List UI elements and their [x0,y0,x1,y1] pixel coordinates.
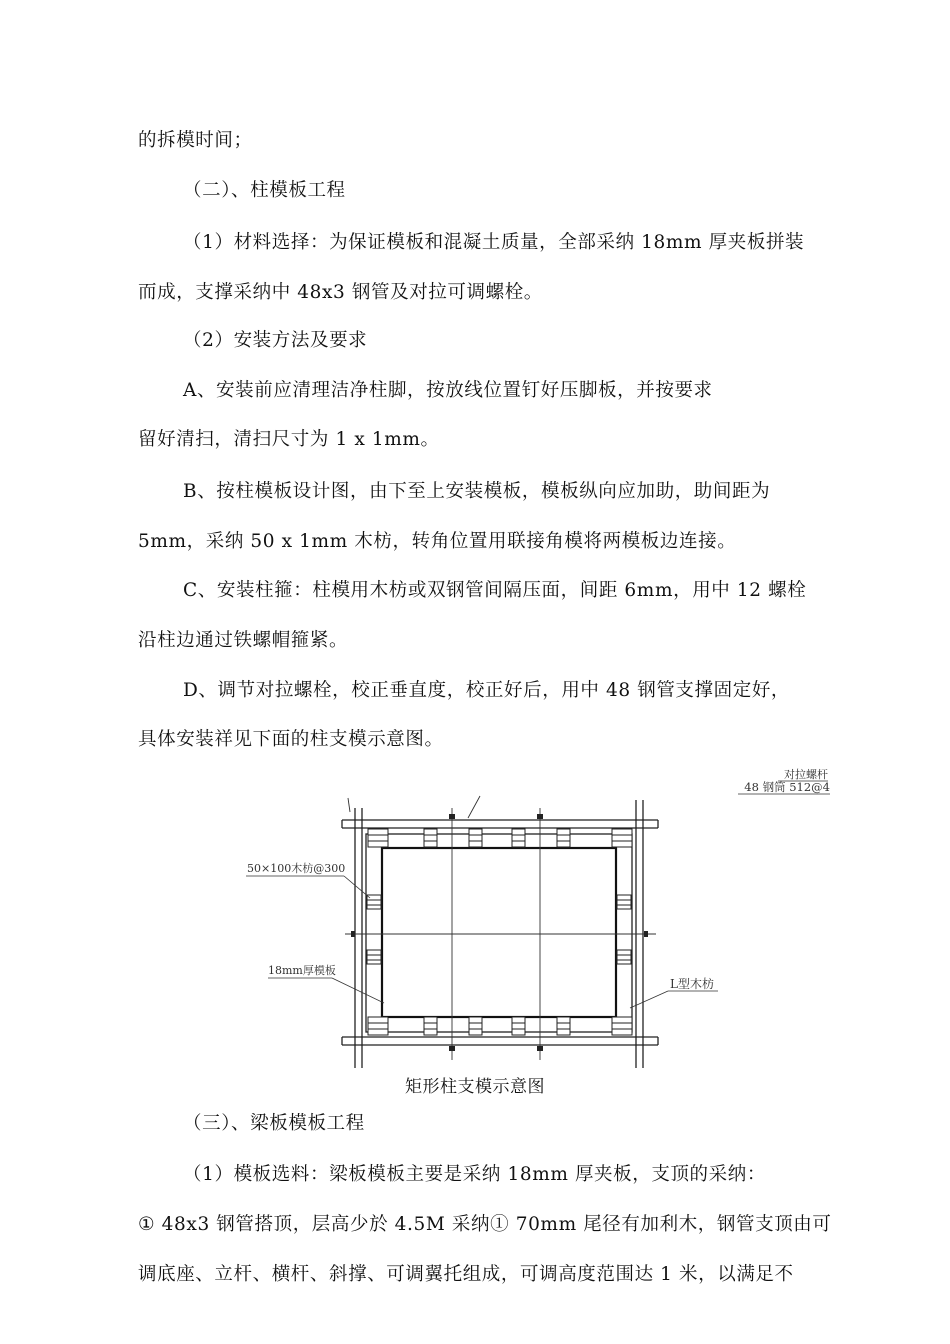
bolt-nuts [351,814,648,1051]
text-line-16: ① 48x3 钢管搭顶，层高少於 4.5M 采纳① 70mm 尾径有加利木，钢管支顶由可 [138,1214,832,1235]
top-tick-marks [348,796,480,818]
label-formwork: 18mm厚模板 [268,964,336,977]
label-bolt-1: 对拉螺杆 [784,768,828,781]
text-line-17: 调底座、立杆、横杆、斜撑、可调翼托组成，可调高度范围达 1 米，以满足不 [138,1264,794,1285]
timber-blocks [367,829,632,1035]
bottom-steel-tubes [342,1037,658,1045]
figure-caption: 矩形柱支模示意图 [405,1077,545,1097]
label-bolt-2: 48 钢筒 512@4 [744,780,830,794]
column-section [382,848,616,1017]
section-heading-2: （二）、柱模板工程 [183,180,346,201]
text-line-7: 留好清扫，清扫尺寸为 1 x 1mm。 [138,429,440,450]
text-line-13: 具体安装祥见下面的柱支模示意图。 [138,729,444,750]
tie-bolts [345,808,656,1060]
section-heading-3: （三）、梁板模板工程 [183,1113,365,1134]
label-timber: 50×100木枋@300 [247,862,346,875]
text-line-6: A、安装前应清理洁净柱脚，按放线位置钉好压脚板，并按要求 [183,380,713,401]
subsection-heading-2: （2）安装方法及要求 [183,330,368,351]
text-line-8: B、按柱模板设计图，由下至上安装模板，模板纵向应加助，助间距为 [183,481,771,502]
text-line-4: 而成，支撑采纳中 48x3 钢管及对拉可调螺栓。 [138,282,543,303]
text-line-10: C、安装柱箍：柱模用木枋或双钢管间隔压面，间距 6mm，用中 12 螺栓 [183,580,807,601]
top-steel-tubes [342,820,658,828]
text-line-15: （1）模板选料：梁板模板主要是采纳 18mm 厚夹板，支顶的采纳： [183,1164,766,1185]
text-line-12: D、调节对拉螺栓，校正垂直度，校正好后，用中 48 钢管支撑固定好， [183,680,791,701]
label-l-timber: L型木枋 [670,977,714,991]
text-line-1: 的拆模时间； [138,130,253,151]
text-line-3: （1）材料选择：为保证模板和混凝土质量，全部采纳 18mm 厚夹板拼装 [183,232,805,253]
text-line-11: 沿柱边通过铁螺帽箍紧。 [138,630,349,651]
left-steel-tubes [355,808,362,1068]
formwork-outer [366,834,632,1032]
text-line-9: 5mm，采纳 50 x 1mm 木枋，转角位置用联接角模将两模板边连接。 [138,531,737,552]
